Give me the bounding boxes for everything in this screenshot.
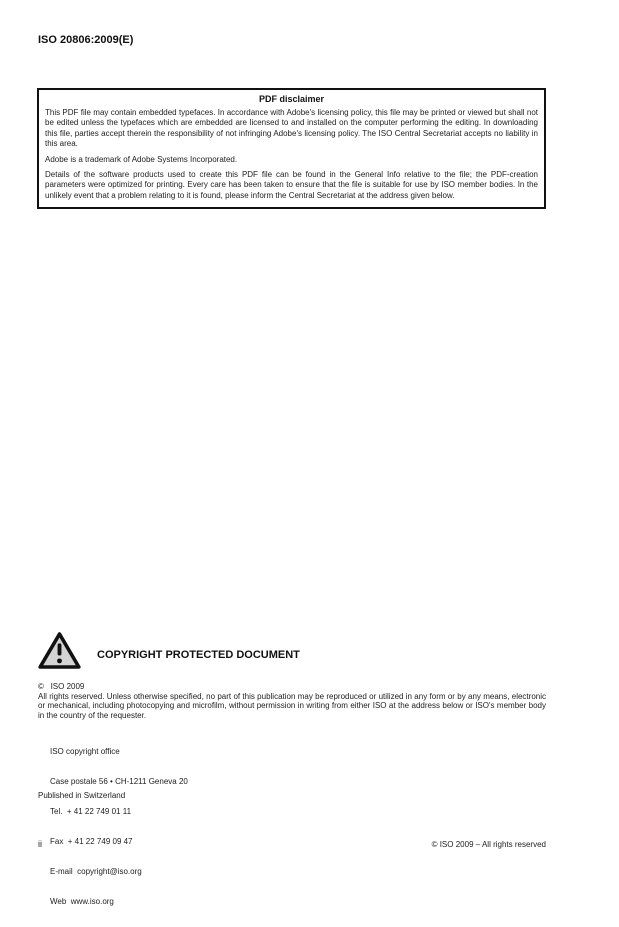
disclaimer-paragraph: Adobe is a trademark of Adobe Systems Incorporated. bbox=[45, 154, 238, 164]
page-footer bbox=[38, 839, 546, 849]
pdf-disclaimer-box bbox=[37, 88, 546, 209]
page-number: ii bbox=[38, 839, 42, 849]
warning-triangle-icon bbox=[38, 631, 81, 670]
copyright-heading: COPYRIGHT PROTECTED DOCUMENT bbox=[97, 648, 300, 661]
footer-copyright-text: © ISO 2009 – All rights reserved bbox=[431, 840, 546, 849]
address-line: ISO copyright office bbox=[50, 747, 120, 756]
disclaimer-paragraph: This PDF file may contain embedded typefaces. In accordance with Adobe's licensing policy, this file may be printed or viewed but shall not be edited unless the typefaces which are embedded are licensed to and installed on the computer performing the editing. In downloading this file, parties accept therein the responsibility of not infringing Adobe's licensing policy. The ISO Central Secretariat accepts no liability in this area. bbox=[45, 108, 538, 149]
copyright-header bbox=[38, 631, 300, 670]
copyright-body-text: All rights reserved. Unless otherwise specified, no part of this publication may be reproduced or utilized in any form or by any means, electronic or mechanical, including photocopying and microfilm, without permission in writing from either ISO at the address below or ISO's member body in the country of the requester. bbox=[38, 692, 546, 720]
copyright-notice: © ISO 2009 bbox=[38, 682, 85, 691]
address-line-email: E-mail copyright@iso.org bbox=[50, 867, 142, 876]
address-line: Case postale 56 • CH-1211 Geneva 20 bbox=[50, 777, 188, 786]
disclaimer-paragraph: Details of the software products used to create this PDF file can be found in the General Info relative to the file; the PDF-creation parameters were optimized for printing. Every care has been taken to ensure that the file is suitable for use by ISO member bodies. In the unlikely event that a problem relating to it is found, please inform the Central Secretariat at the address given below. bbox=[45, 170, 538, 200]
address-line-fax: Fax + 41 22 749 09 47 bbox=[50, 837, 133, 846]
iso-address-block bbox=[50, 727, 188, 927]
disclaimer-title: PDF disclaimer bbox=[258, 94, 325, 104]
document-number: ISO 20806:2009(E) bbox=[38, 34, 134, 46]
address-line-tel: Tel. + 41 22 749 01 11 bbox=[50, 807, 132, 816]
published-in-line: Published in Switzerland bbox=[38, 791, 126, 800]
address-line-web: Web www.iso.org bbox=[50, 897, 114, 906]
